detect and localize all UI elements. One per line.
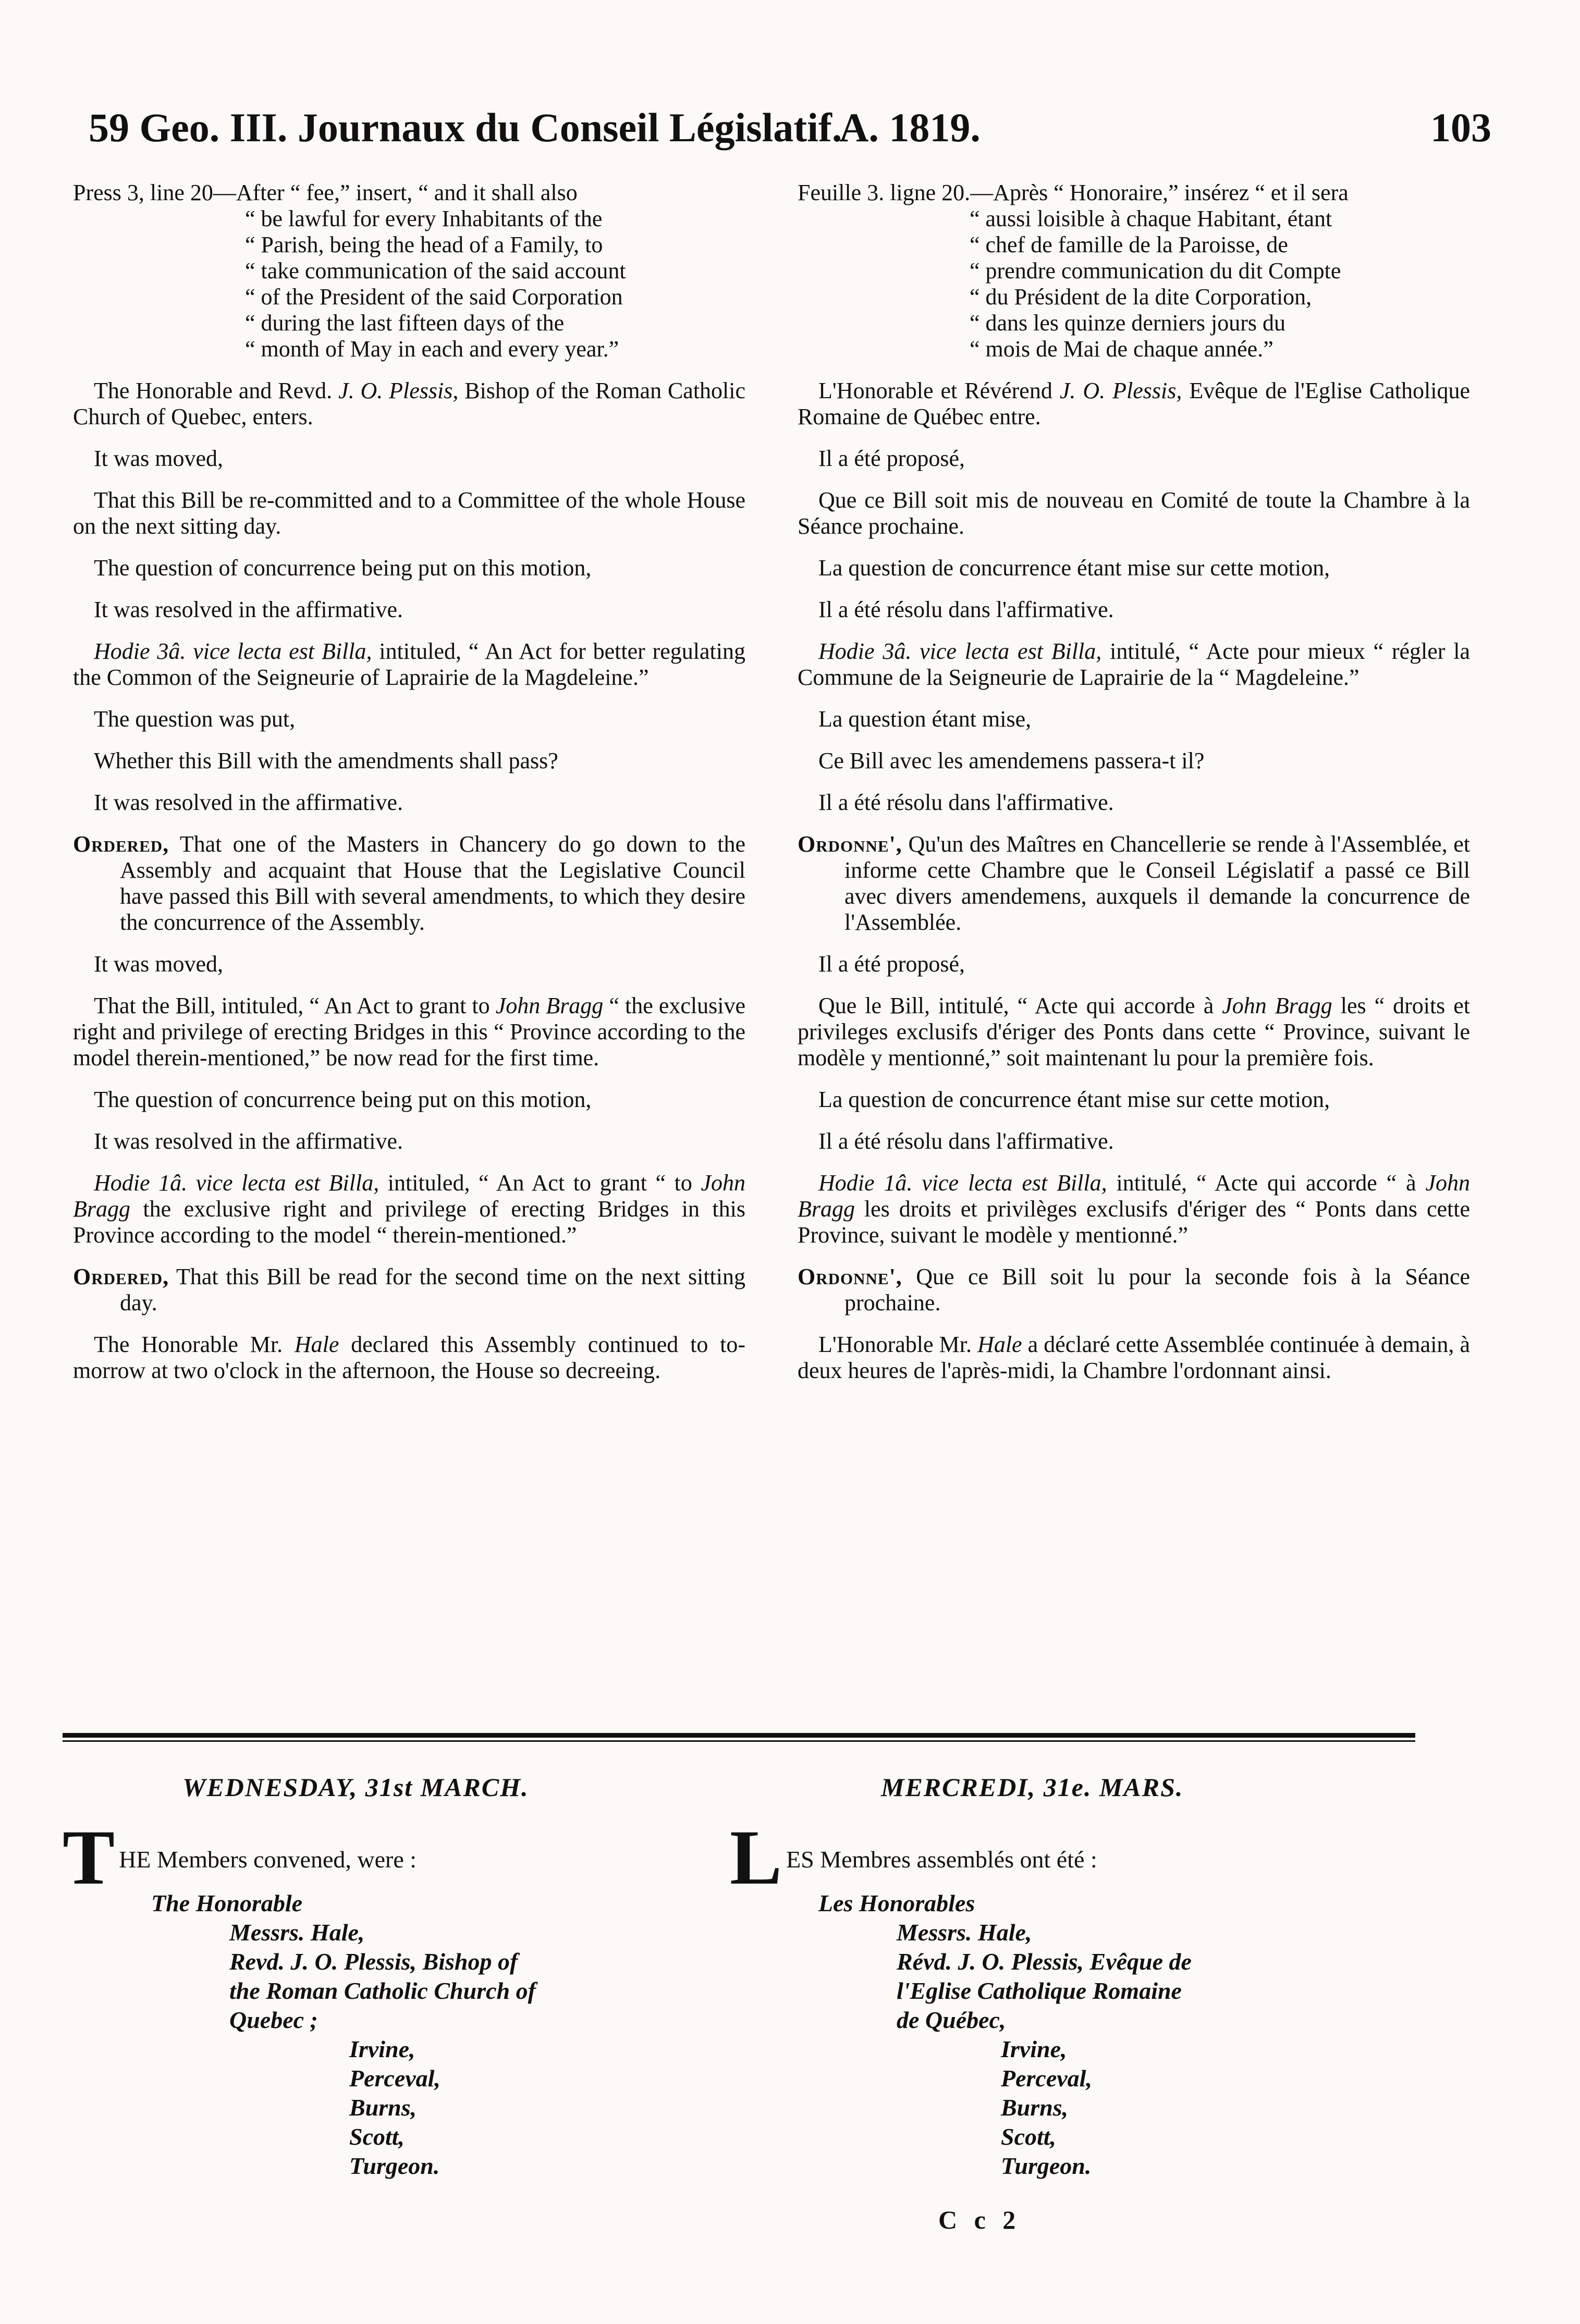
resolution-paragraph: It was resolved in the affirmative. xyxy=(94,597,403,622)
motion-paragraph: It was moved, xyxy=(94,446,224,471)
question-paragraph: La question étant mise, xyxy=(818,706,1032,732)
english-column xyxy=(73,180,745,1384)
question-text: Whether this Bill with the amendments shall pass? xyxy=(94,748,558,773)
members-intro: HE Members convened, were : xyxy=(119,1846,417,1873)
section-divider xyxy=(63,1733,740,1743)
motion-text: That the Bill, intituled, “ An Act to grant to John Bragg “ the exclusive right and privilege of erecting Bridges in this “ Province according to the model therein-mentioned,” be now read for the first time. xyxy=(73,993,746,1071)
reading-paragraph: Hodie 3â. vice lecta est Billa, intituled, “ An Act for better regulating the Common of the Seigneurie of Laprairie de la Magdeleine.” xyxy=(73,638,746,690)
question-paragraph: La question de concurrence étant mise sur cette motion, xyxy=(818,555,1330,581)
motion-text: Que le Bill, intitulé, “ Acte qui accorde à John Bragg les “ droits et privileges exclusifs d'ériger des Ponts dans cette “ Province, suivant le modèle y mentionné,” soit maintenant lu pour la première fois. xyxy=(798,993,1471,1071)
reading-paragraph: Hodie 1â. vice lecta est Billa, intituled, “ An Act to grant “ to John Bragg the exclusive right and privilege of erecting Bridges in this Province according to the model “ therein-mentioned.” xyxy=(73,1170,746,1248)
page-header xyxy=(89,104,1491,162)
entry-paragraph: The Honorable and Revd. J. O. Plessis, Bishop of the Roman Catholic Church of Quebec, enters. xyxy=(73,378,746,429)
motion-paragraph: It was moved, xyxy=(94,951,224,977)
members-list: The Honorable Messrs. Hale, Revd. J. O. Plessis, Bishop of the Roman Catholic Church of Quebec ; Irvine, Perceval, Burns, Scott, Turgeon. xyxy=(151,1890,536,2179)
question-paragraph: The question of concurrence being put on this motion, xyxy=(94,1087,592,1112)
adjournment-paragraph: L'Honorable Mr. Hale a déclaré cette Assemblée continuée à demain, à deux heures de l'après-midi, la Chambre l'ordonnant ainsi. xyxy=(798,1332,1471,1383)
question-paragraph: The question was put, xyxy=(94,706,296,732)
running-title: 59 Geo. III. Journaux du Conseil Législatif. xyxy=(89,105,842,150)
resolution-paragraph: Il a été résolu dans l'affirmative. xyxy=(818,790,1114,815)
sitting-date-heading: WEDNESDAY, 31st MARCH. xyxy=(182,1773,529,1802)
motion-paragraph: Il a été proposé, xyxy=(818,951,965,977)
members-present-en xyxy=(63,1814,688,2181)
page-number: 103 xyxy=(1430,105,1491,150)
signature-mark: C c 2 xyxy=(938,2205,1021,2234)
order-paragraph: Ordonne', Que ce Bill soit lu pour la seconde fois à la Séance prochaine. xyxy=(798,1264,1471,1315)
motion-text: That this Bill be re-committed and to a Committee of the whole House on the next sitting day. xyxy=(73,487,745,539)
members-present-fr xyxy=(730,1814,1407,2181)
drop-cap: L xyxy=(730,1814,782,1901)
order-paragraph: Ordonne', Qu'un des Maîtres en Chancellerie se rende à l'Assemblée, et informe cette Chambre que le Conseil Législatif a passé ce Bill avec divers amendemens, auxquels il demande la concurrence de l'Assemblée. xyxy=(798,831,1471,935)
question-paragraph: La question de concurrence étant mise sur cette motion, xyxy=(818,1087,1330,1112)
reading-paragraph: Hodie 1â. vice lecta est Billa, intitulé, “ Acte qui accorde “ à John Bragg les droits et privilèges exclusifs d'ériger des “ Ponts dans cette Province, suivant le modèle y mentionné.” xyxy=(798,1170,1471,1248)
order-paragraph: Ordered, That one of the Masters in Chancery do go down to the Assembly and acquaint that House that the Legislative Council have passed this Bill with several amendments, to which they desire the concurrence of the Assembly. xyxy=(73,831,745,935)
resolution-paragraph: Il a été résolu dans l'affirmative. xyxy=(818,597,1114,622)
members-intro: ES Membres assemblés ont été : xyxy=(786,1846,1097,1873)
resolution-paragraph: It was resolved in the affirmative. xyxy=(94,790,403,815)
amendment-instruction: Feuille 3. ligne 20.—Après “ Honoraire,” insérez “ et il sera “ aussi loisible à chaque Habitant, étant “ chef de famille de la Paroisse, de “ prendre communication du dit Compte “ du Président de la dite Corporation, “ dans les quinze derniers jours du “ mois de Mai de chaque année.” xyxy=(798,180,1349,362)
year-label: A. 1819. xyxy=(839,105,981,150)
section-divider xyxy=(727,1733,1415,1743)
question-text: Ce Bill avec les amendemens passera-t il? xyxy=(818,748,1205,773)
order-paragraph: Ordered, That this Bill be read for the second time on the next sitting day. xyxy=(73,1264,745,1315)
entry-paragraph: L'Honorable et Révérend J. O. Plessis, Evêque de l'Eglise Catholique Romaine de Québec entre. xyxy=(798,378,1471,429)
members-list: Les Honorables Messrs. Hale, Révd. J. O. Plessis, Evêque de l'Eglise Catholique Romaine de Québec, Irvine, Perceval, Burns, Scott, Turgeon. xyxy=(818,1890,1192,2179)
reading-paragraph: Hodie 3â. vice lecta est Billa, intitulé, “ Acte pour mieux “ régler la Commune de la Seigneurie de Laprairie de la “ Magdeleine.” xyxy=(798,638,1471,690)
resolution-paragraph: Il a été résolu dans l'affirmative. xyxy=(818,1128,1114,1154)
motion-text: Que ce Bill soit mis de nouveau en Comité de toute la Chambre à la Séance prochaine. xyxy=(798,487,1470,539)
adjournment-paragraph: The Honorable Mr. Hale declared this Assembly continued to to-morrow at two o'clock in the afternoon, the House so decreeing. xyxy=(73,1332,746,1383)
amendment-instruction: Press 3, line 20—After “ fee,” insert, “ and it shall also “ be lawful for every Inhabitants of the “ Parish, being the head of a Family, to “ take communication of the said account “ of the President of the said Corporation “ during the last fifteen days of the “ month of May in each and every year.” xyxy=(73,180,626,362)
french-column xyxy=(798,180,1470,1384)
sitting-date-heading: MERCREDI, 31e. MARS. xyxy=(881,1773,1184,1802)
resolution-paragraph: It was resolved in the affirmative. xyxy=(94,1128,403,1154)
motion-paragraph: Il a été proposé, xyxy=(818,446,965,471)
drop-cap: T xyxy=(63,1814,115,1901)
question-paragraph: The question of concurrence being put on this motion, xyxy=(94,555,592,581)
